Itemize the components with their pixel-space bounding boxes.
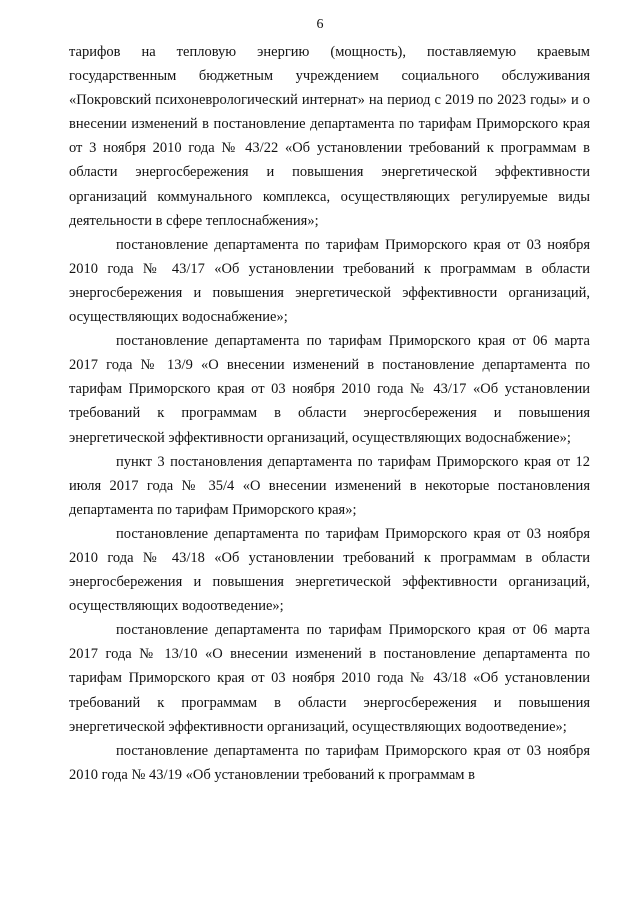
paragraph-resolution-13-10: постановление департамента по тарифам Приморского края от 06 марта 2017 года № 13/10 «О внесении изменений в постановление департамента по тарифам Приморского края от 03 ноября 2010 года № 43/18 «Об установлении требований к программам в области энергосбережения и повышения энергетической эффективности организаций, осуществляющих водоотведение»; (69, 622, 590, 735)
document-body (69, 40, 590, 787)
paragraph-resolution-43-19: постановление департамента по тарифам Приморского края от 03 ноября 2010 года № 43/19 «Об установлении требований к программам в (69, 742, 590, 783)
paragraph-item-3-resolution-35-4: пункт 3 постановления департамента по тарифам Приморского края от 12 июля 2017 года № 35/4 «О внесении изменений в некоторые постановления департамента по тарифам Приморского края»; (69, 453, 590, 518)
page-number: 6 (316, 17, 324, 32)
paragraph-resolution-13-9: постановление департамента по тарифам Приморского края от 06 марта 2017 года № 13/9 «О внесении изменений в постановление департамента по тарифам Приморского края от 03 ноября 2010 года № 43/17 «Об установлении требований к программам в области энергосбережения и повышения энергетической эффективности организаций, осуществляющих водоснабжение»; (69, 333, 590, 446)
paragraph-resolution-43-18: постановление департамента по тарифам Приморского края от 03 ноября 2010 года № 43/18 «Об установлении требований к программам в области энергосбережения и повышения энергетической эффективности организаций, осуществляющих водоотведение»; (69, 525, 590, 615)
paragraph-continuation: тарифов на тепловую энергию (мощность), поставляемую краевым государственным бюджетным учреждением социального обслуживания «Покровский психоневрологический интернат» на период с 2019 по 2023 годы» и о внесении изменений в постановление департамента по тарифам Приморского края от 3 ноября 2010 года № 43/22 «Об установлении требований к программам в области энергосбережения и повышения энергетической эффективности организаций коммунального комплекса, осуществляющих регулируемые виды деятельности в сфере теплоснабжения»; (69, 44, 590, 229)
paragraph-resolution-43-17: постановление департамента по тарифам Приморского края от 03 ноября 2010 года № 43/17 «Об установлении требований к программам в области энергосбережения и повышения энергетической эффективности организаций, осуществляющих водоснабжение»; (69, 236, 590, 326)
